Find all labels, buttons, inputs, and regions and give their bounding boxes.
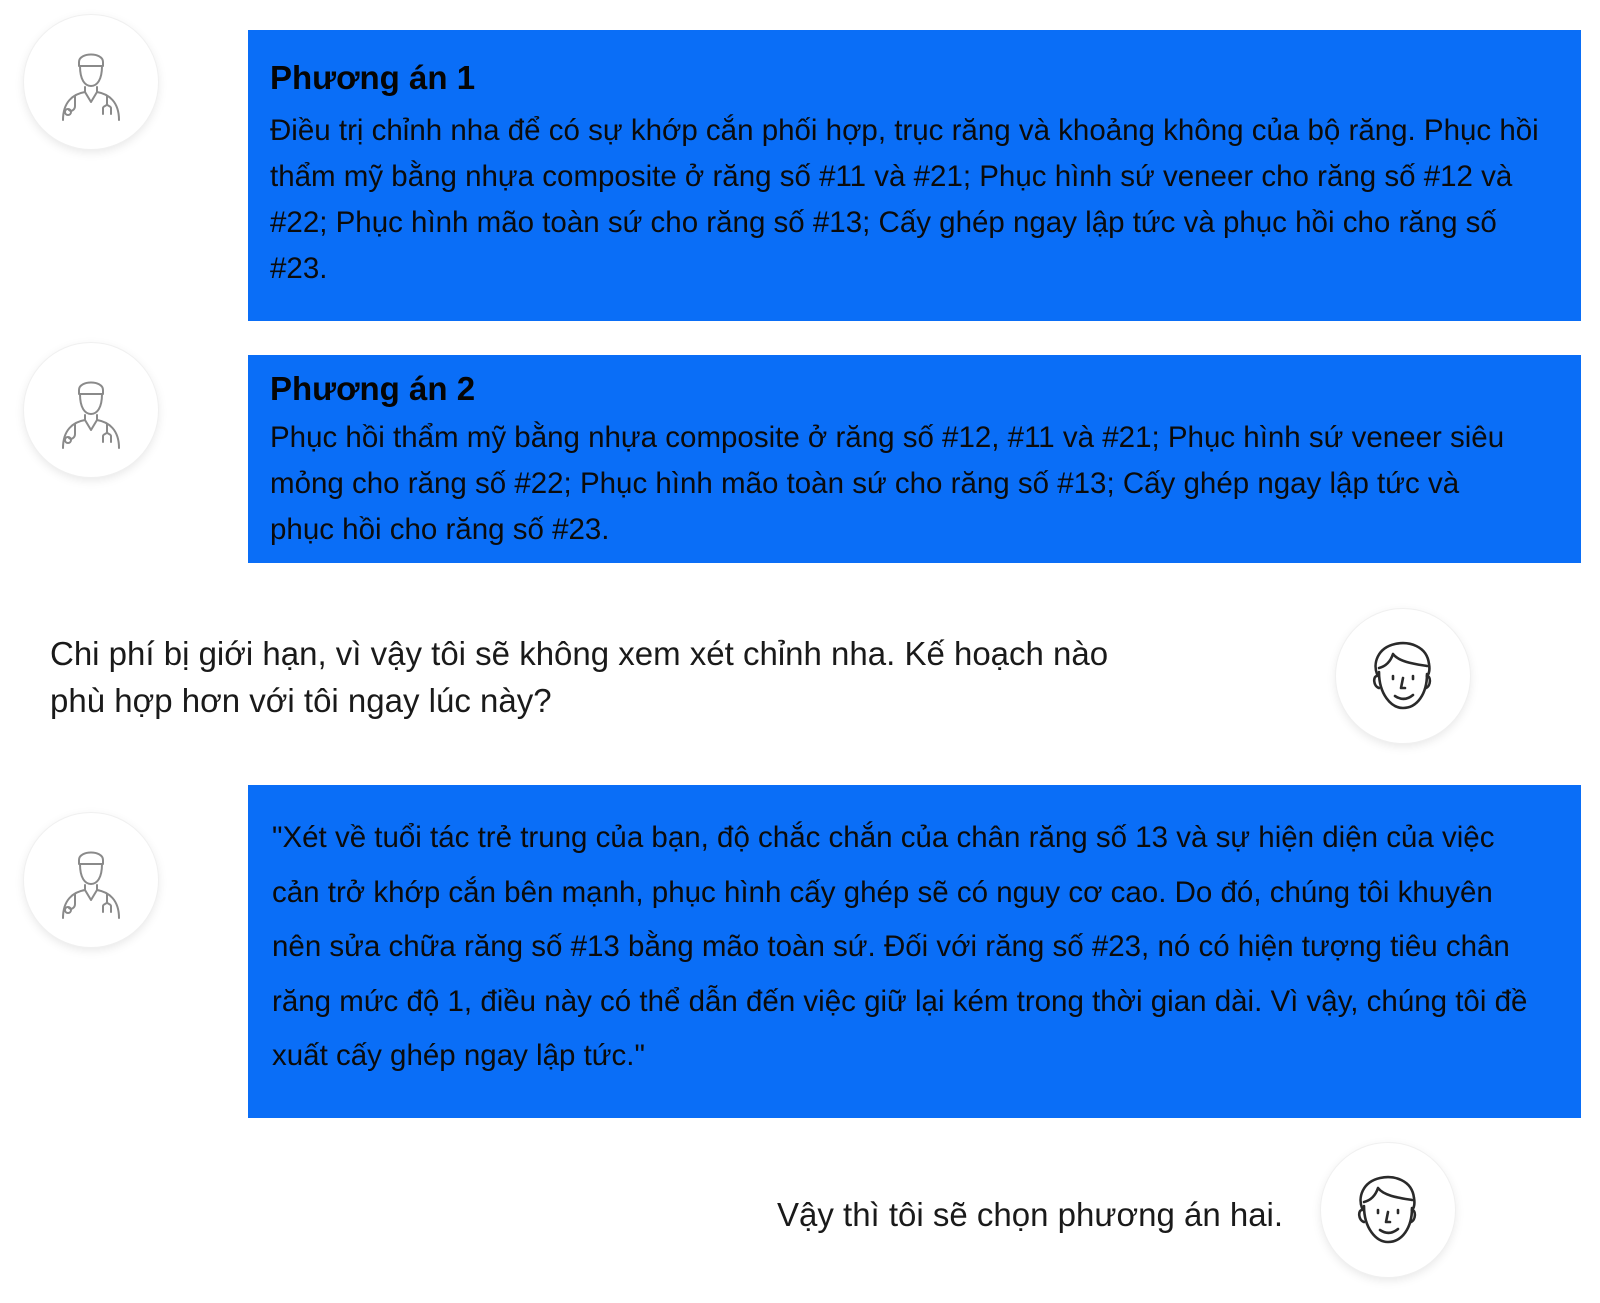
doctor-avatar xyxy=(24,343,158,477)
doctor-avatar xyxy=(24,15,158,149)
patient-message-cost: Chi phí bị giới hạn, vì vậy tôi sẽ không xem xét chỉnh nha. Kế hoạch nào phù hợp hơn với tôi ngay lúc này? xyxy=(50,635,1109,719)
plan-1-title: Phương án 1 xyxy=(270,59,476,96)
patient-avatar-icon xyxy=(1361,634,1445,718)
doctor-avatar-icon xyxy=(49,368,133,452)
patient-message-choice: Vậy thì tôi sẽ chọn phương án hai. xyxy=(777,1196,1284,1233)
doctor-avatar xyxy=(24,813,158,947)
patient-avatar xyxy=(1336,609,1470,743)
doctor-message-recommendation xyxy=(248,785,1581,1118)
doctor-message-plan-1 xyxy=(248,30,1581,321)
doctor-message-plan-2 xyxy=(248,355,1581,563)
plan-2-body: Phục hồi thẩm mỹ bằng nhựa composite ở răng số #12, #11 và #21; Phục hình sứ veneer siêu mỏng cho răng số #22; Phục hình mão toàn sứ cho răng số #13; Cấy ghép ngay lập tức và phục hồi cho răng số #23. xyxy=(270,421,1505,546)
plan-1-body: Điều trị chỉnh nha để có sự khớp cắn phối hợp, trục răng và khoảng không của bộ răng. Phục hồi thẩm mỹ bằng nhựa composite ở răng số #11 và #21; Phục hình sứ veneer cho răng số #12 và #22; Phục hình mão toàn sứ cho răng số #13; Cấy ghép ngay lập tức và phục hồi cho răng số #23. xyxy=(270,114,1539,285)
doctor-avatar-icon xyxy=(49,40,133,124)
doctor-avatar-icon xyxy=(49,838,133,922)
patient-avatar-icon xyxy=(1346,1168,1430,1252)
plan-2-title: Phương án 2 xyxy=(270,370,476,407)
patient-avatar xyxy=(1321,1143,1455,1277)
recommendation-body: "Xét về tuổi tác trẻ trung của bạn, độ chắc chắn của chân răng số 13 và sự hiện diện của việc cản trở khớp cắn bên mạnh, phục hình cấy ghép sẽ có nguy cơ cao. Do đó, chúng tôi khuyên nên sửa chữa răng số #13 bằng mão toàn sứ. Đối với răng số #23, nó có hiện tượng tiêu chân răng mức độ 1, điều này có thể dẫn đến việc giữ lại kém trong thời gian dài. Vì vậy, chúng tôi đề xuất cấy ghép ngay lập tức." xyxy=(272,821,1528,1072)
